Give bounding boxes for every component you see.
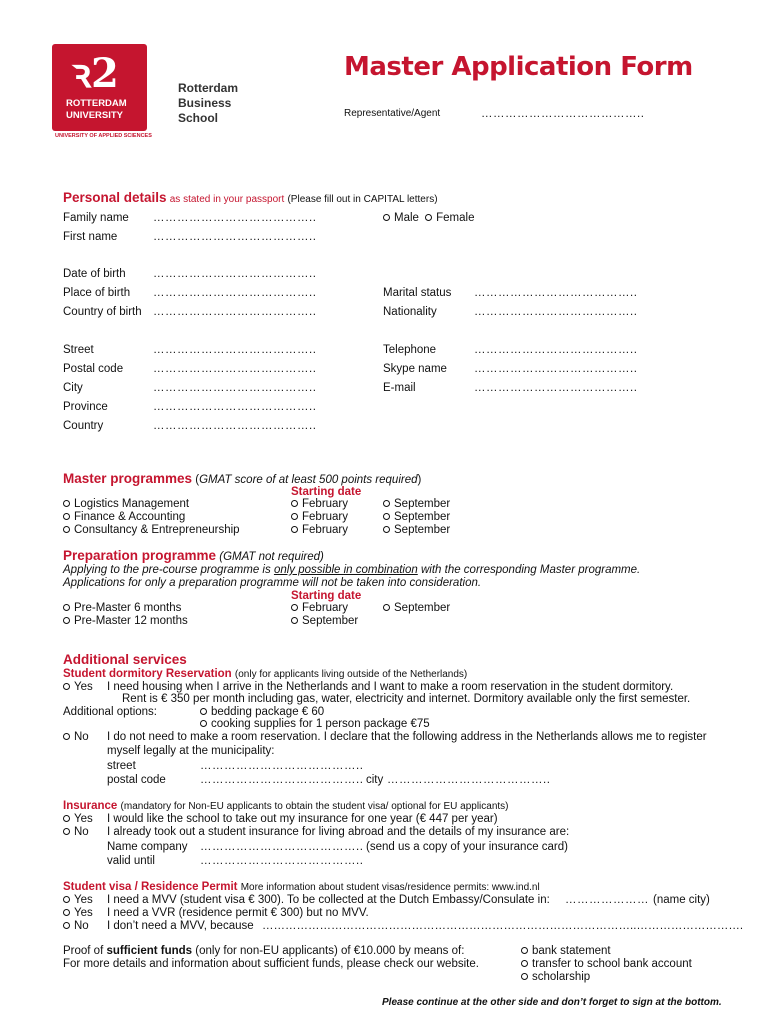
family-name-field[interactable]: ………………………………….. [153, 212, 317, 224]
finance-september[interactable]: September [383, 511, 450, 523]
visa-vvr-text: I need a VVR (residence permit € 300) but no MVV. [107, 907, 369, 919]
start-radio[interactable] [291, 526, 298, 533]
premaster-radio[interactable] [63, 617, 70, 624]
logistics-february[interactable]: February [291, 498, 348, 510]
master-programmes-heading: Master programmes (GMAT score of at least 500 points required) [63, 471, 422, 486]
nl-postal-code-label: postal code [107, 774, 166, 786]
transfer-radio[interactable] [521, 960, 528, 967]
start-radio[interactable] [383, 526, 390, 533]
marital-status-label: Marital status [383, 287, 452, 299]
premaster-12-months[interactable]: Pre-Master 12 months [63, 615, 188, 627]
visa-city-field[interactable]: ………………… [565, 894, 649, 906]
programme-radio[interactable] [63, 513, 70, 520]
postal-code-field[interactable]: ………………………………….. [153, 363, 317, 375]
university-logo [52, 44, 147, 131]
send-copy-note: (send us a copy of your insurance card) [366, 841, 568, 853]
start-radio[interactable] [291, 617, 298, 624]
logo-university-line2: UNIVERSITY [66, 110, 124, 121]
email-field[interactable]: ………………………………….. [474, 382, 638, 394]
school-name-line3: School [178, 111, 219, 125]
premaster-6-months[interactable]: Pre-Master 6 months [63, 602, 181, 614]
insurance-yes-text: I would like the school to take out my insurance for one year (€ 447 per year) [107, 813, 498, 825]
dorm-rent-text: Rent is € 350 per month including gas, water, electricity and internet. Dormitory available only the first semester. [122, 693, 691, 705]
dorm-no-option[interactable]: No [63, 731, 89, 743]
personal-details-heading: Personal details as stated in your passport (Please fill out in CAPITAL letters) [63, 190, 438, 205]
name-company-field[interactable]: ………………………………….. [200, 841, 364, 853]
start-radio[interactable] [383, 604, 390, 611]
logistics-september[interactable]: September [383, 498, 450, 510]
place-of-birth-field[interactable]: ………………………………….. [153, 287, 317, 299]
nationality-field[interactable]: ………………………………….. [474, 306, 638, 318]
start-radio[interactable] [291, 500, 298, 507]
additional-options-label: Additional options: [63, 706, 157, 718]
gender-options: Male Female [383, 212, 475, 224]
dorm-yes-option[interactable]: Yes [63, 681, 93, 693]
name-company-label: Name company [107, 841, 188, 853]
telephone-label: Telephone [383, 344, 437, 356]
insurance-no-text: I already took out a student insurance for living abroad and the details of my insurance are: [107, 826, 570, 838]
consultancy-september[interactable]: September [383, 524, 450, 536]
visa-name-city-note: (name city) [653, 894, 710, 906]
preparation-note-line2: Applications for only a preparation programme will not be taken into consideration. [63, 577, 482, 589]
consultancy-february[interactable]: February [291, 524, 348, 536]
cooking-checkbox[interactable] [200, 720, 207, 727]
family-name-label: Family name [63, 212, 129, 224]
representative-label: Representative/Agent [344, 108, 441, 119]
programme-consultancy[interactable]: Consultancy & Entrepreneurship [63, 524, 240, 536]
programme-radio[interactable] [63, 526, 70, 533]
dorm-no-text-line2: myself legally at the municipality: [107, 745, 275, 757]
province-field[interactable]: ………………………………….. [153, 401, 317, 413]
dorm-no-text-line1: I do not need to make a room reservation. I declare that the following address in the Netherlands allows me to register [107, 731, 707, 743]
country-field[interactable]: ………………………………….. [153, 420, 317, 432]
bedding-checkbox[interactable] [200, 708, 207, 715]
logo-mark: ꝛ2 [72, 50, 119, 97]
skype-name-field[interactable]: ………………………………….. [474, 363, 638, 375]
footer-note: Please continue at the other side and don’t forget to sign at the bottom. [382, 997, 722, 1008]
finance-february[interactable]: February [291, 511, 348, 523]
visa-no-option[interactable]: No [63, 920, 89, 932]
premaster-12-september[interactable]: September [291, 615, 358, 627]
programme-finance[interactable]: Finance & Accounting [63, 511, 185, 523]
bank-statement-radio[interactable] [521, 947, 528, 954]
nl-city-field[interactable]: ………………………………….. [387, 774, 551, 786]
insurance-heading: Insurance (mandatory for Non-EU applicants to obtain the student visa/ optional for EU applicants) [63, 800, 509, 812]
street-field[interactable]: ………………………………….. [153, 344, 317, 356]
marital-status-field[interactable]: ………………………………….. [474, 287, 638, 299]
valid-until-label: valid until [107, 855, 155, 867]
visa-mvv-text: I need a MVV (student visa € 300). To be collected at the Dutch Embassy/Consulate in: [107, 894, 550, 906]
country-label: Country [63, 420, 104, 432]
bedding-option[interactable]: bedding package € 60 [200, 706, 324, 718]
premaster-6-september[interactable]: September [383, 602, 450, 614]
preparation-heading: Preparation programme (GMAT not required) [63, 548, 324, 563]
additional-services-heading: Additional services [63, 652, 187, 667]
transfer-option[interactable]: transfer to school bank account [521, 958, 692, 970]
scholarship-option[interactable]: scholarship [521, 971, 590, 983]
skype-name-label: Skype name [383, 363, 447, 375]
dorm-yes-text: I need housing when I arrive in the Netherlands and I want to make a room reservation in the student dormitory. [107, 681, 674, 693]
logo-university-line1: ROTTERDAM [66, 98, 127, 109]
bank-statement-option[interactable]: bank statement [521, 945, 611, 957]
start-radio[interactable] [383, 513, 390, 520]
programme-radio[interactable] [63, 500, 70, 507]
nl-postal-code-field[interactable]: ………………………………….. [200, 774, 364, 786]
first-name-field[interactable]: ………………………………….. [153, 231, 317, 243]
visa-yes-vvr-option[interactable]: Yes [63, 907, 93, 919]
visa-yes-mvv-option[interactable]: Yes [63, 894, 93, 906]
school-name-line2: Business [178, 96, 232, 110]
prep-starting-date-label: Starting date [291, 590, 362, 602]
page-title: Master Application Form [344, 52, 693, 82]
scholarship-radio[interactable] [521, 973, 528, 980]
telephone-field[interactable]: ………………………………….. [474, 344, 638, 356]
preparation-note-line1: Applying to the pre-course programme is only possible in combination with the corresponding Master programme. [63, 564, 641, 576]
male-radio[interactable] [383, 214, 390, 221]
start-radio[interactable] [383, 500, 390, 507]
cooking-option[interactable]: cooking supplies for 1 person package €75 [200, 718, 430, 730]
date-of-birth-label: Date of birth [63, 268, 126, 280]
insurance-yes-option[interactable]: Yes [63, 813, 93, 825]
funds-text: Proof of sufficient funds (only for non-EU applicants) of €10.000 by means of: [63, 945, 465, 957]
funds-more-text: For more details and information about sufficient funds, please check our website. [63, 958, 479, 970]
nl-street-field[interactable]: ………………………………….. [200, 760, 364, 772]
country-of-birth-field[interactable]: ………………………………….. [153, 306, 317, 318]
country-of-birth-label: Country of birth [63, 306, 142, 318]
visa-no-radio[interactable] [63, 922, 70, 929]
date-of-birth-field[interactable]: ………………………………….. [153, 268, 317, 280]
street-label: Street [63, 344, 94, 356]
dorm-yes-radio[interactable] [63, 683, 70, 690]
female-radio[interactable] [425, 214, 432, 221]
visa-reason-field[interactable]: ……………………………………………………………………………………..………………………. [262, 920, 744, 932]
insurance-yes-radio[interactable] [63, 815, 70, 822]
nl-city-label: city [366, 774, 384, 786]
start-radio[interactable] [291, 513, 298, 520]
nationality-label: Nationality [383, 306, 437, 318]
start-radio[interactable] [291, 604, 298, 611]
place-of-birth-label: Place of birth [63, 287, 131, 299]
school-name-line1: Rotterdam [178, 81, 239, 95]
insurance-no-option[interactable]: No [63, 826, 89, 838]
first-name-label: First name [63, 231, 118, 243]
premaster-radio[interactable] [63, 604, 70, 611]
valid-until-field[interactable]: ………………………………….. [200, 855, 364, 867]
dormitory-heading: Student dormitory Reservation (only for applicants living outside of the Netherlands) [63, 668, 468, 680]
logo-tagline: UNIVERSITY OF APPLIED SCIENCES [55, 133, 152, 139]
email-label: E-mail [383, 382, 416, 394]
visa-mvv-radio[interactable] [63, 896, 70, 903]
province-label: Province [63, 401, 108, 413]
dorm-no-radio[interactable] [63, 733, 70, 740]
master-starting-date-label: Starting date [291, 486, 362, 498]
postal-code-label: Postal code [63, 363, 124, 375]
premaster-6-february[interactable]: February [291, 602, 348, 614]
representative-field[interactable]: ………………………………….. [481, 108, 645, 120]
visa-no-text: I don’t need a MVV, because [107, 920, 254, 932]
city-label: City [63, 382, 83, 394]
visa-vvr-radio[interactable] [63, 909, 70, 916]
insurance-no-radio[interactable] [63, 828, 70, 835]
nl-street-label: street [107, 760, 136, 772]
city-field[interactable]: ………………………………….. [153, 382, 317, 394]
programme-logistics[interactable]: Logistics Management [63, 498, 189, 510]
visa-heading: Student visa / Residence Permit More information about student visas/residence permits: www.ind.nl [63, 881, 540, 893]
